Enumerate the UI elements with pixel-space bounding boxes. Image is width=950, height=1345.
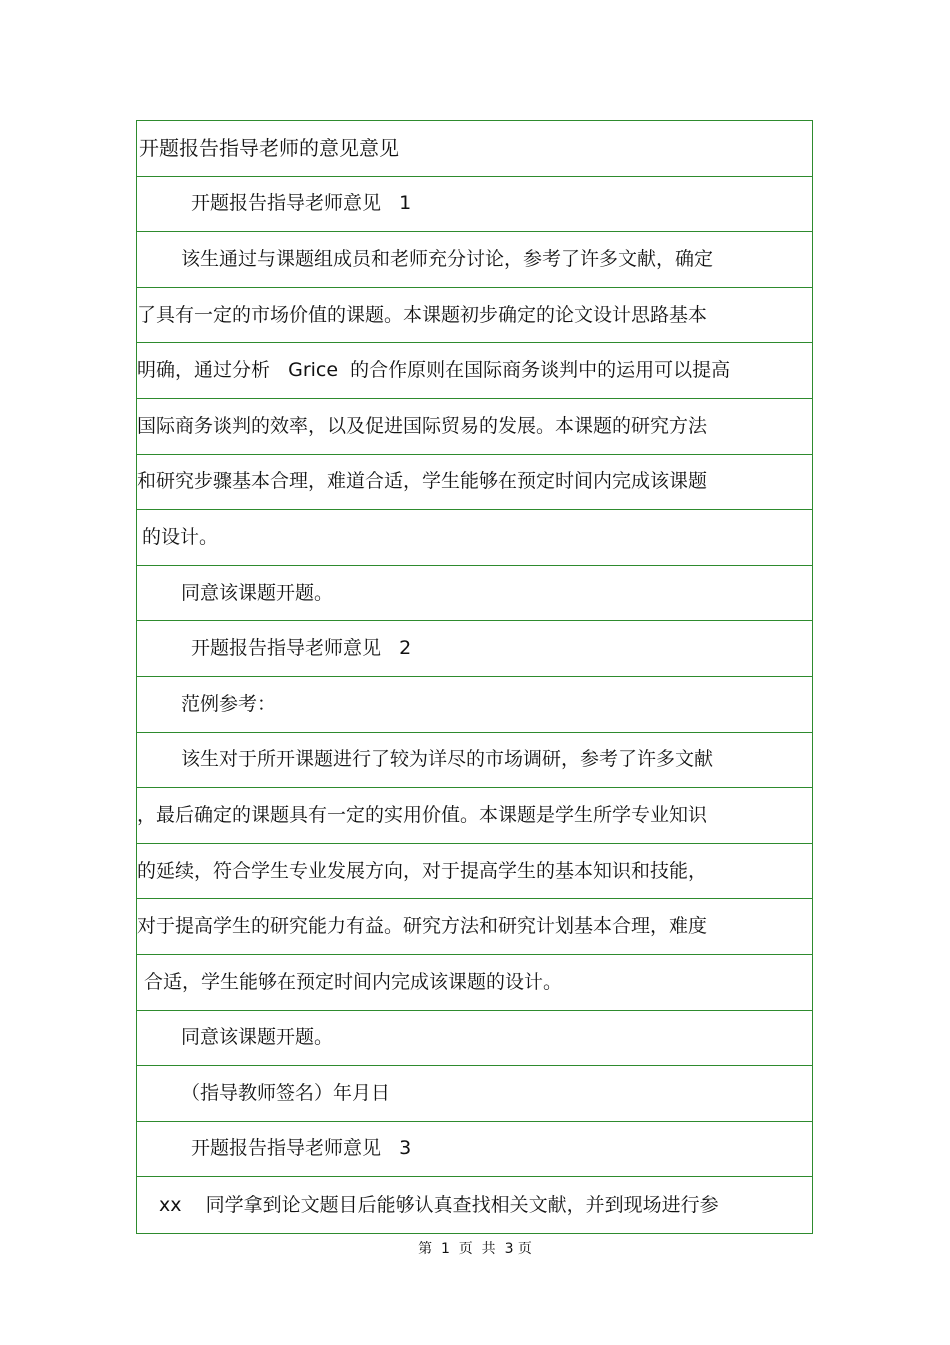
document-title: 开题报告指导老师的意见意见 xyxy=(139,136,399,161)
example-label-line xyxy=(137,677,812,733)
example-label: 范例参考： xyxy=(181,692,277,715)
signature-line xyxy=(137,1066,812,1122)
paragraph-text: 了具有一定的市场价值的课题。本课题初步确定的论文设计思路基本 xyxy=(137,303,708,326)
paragraph-text: 明确，通过分析 Grice 的合作原则在国际商务谈判中的运用可以提高 xyxy=(137,359,731,382)
paragraph-text: 该生通过与课题组成员和老师充分讨论，参考了许多文献，确定 xyxy=(181,247,714,270)
paragraph-line xyxy=(137,844,812,900)
paragraph-text: xx 同学拿到论文题目后能够认真查找相关文献，并到现场进行参 xyxy=(159,1193,719,1216)
paragraph-line xyxy=(137,788,812,844)
paragraph-text: ，最后确定的课题具有一定的实用价值。本课题是学生所学专业知识 xyxy=(137,803,708,826)
approval-line xyxy=(137,1011,812,1067)
paragraph-line xyxy=(137,343,812,399)
paragraph-text: 该生对于所开课题进行了较为详尽的市场调研，参考了许多文献 xyxy=(181,748,714,771)
signature-text: （指导教师签名）年月日 xyxy=(181,1081,391,1104)
section-heading-text: 开题报告指导老师意见 2 xyxy=(191,637,412,660)
paragraph-line xyxy=(137,899,812,955)
section-heading-2 xyxy=(137,621,812,677)
paragraph-line xyxy=(137,288,812,344)
page-number-footer: 第 1 页 共 3 页 xyxy=(418,1241,532,1257)
approval-text: 同意该课题开题。 xyxy=(181,581,334,604)
paragraph-text: 的设计。 xyxy=(142,525,219,548)
paragraph-text: 合适，学生能够在预定时间内完成该课题的设计。 xyxy=(144,970,563,993)
section-heading-1 xyxy=(137,177,812,233)
approval-text: 同意该课题开题。 xyxy=(181,1026,334,1049)
paragraph-text: 和研究步骤基本合理，难道合适，学生能够在预定时间内完成该课题 xyxy=(137,470,708,493)
section-heading-text: 开题报告指导老师意见 1 xyxy=(191,192,412,215)
paragraph-line xyxy=(137,1177,812,1233)
paragraph-line xyxy=(137,510,812,566)
paragraph-line xyxy=(137,232,812,288)
paragraph-text: 的延续，符合学生专业发展方向，对于提高学生的基本知识和技能， xyxy=(137,859,708,882)
paragraph-line xyxy=(137,955,812,1011)
approval-line xyxy=(137,566,812,622)
paragraph-text: 对于提高学生的研究能力有益。研究方法和研究计划基本合理，难度 xyxy=(137,915,708,938)
paragraph-line xyxy=(137,455,812,511)
paragraph-text: 国际商务谈判的效率，以及促进国际贸易的发展。本课题的研究方法 xyxy=(137,414,708,437)
section-heading-text: 开题报告指导老师意见 3 xyxy=(191,1137,412,1160)
document-title-row xyxy=(137,121,812,177)
paragraph-line xyxy=(137,399,812,455)
document-table xyxy=(136,120,813,1234)
paragraph-line xyxy=(137,733,812,789)
section-heading-3 xyxy=(137,1122,812,1178)
